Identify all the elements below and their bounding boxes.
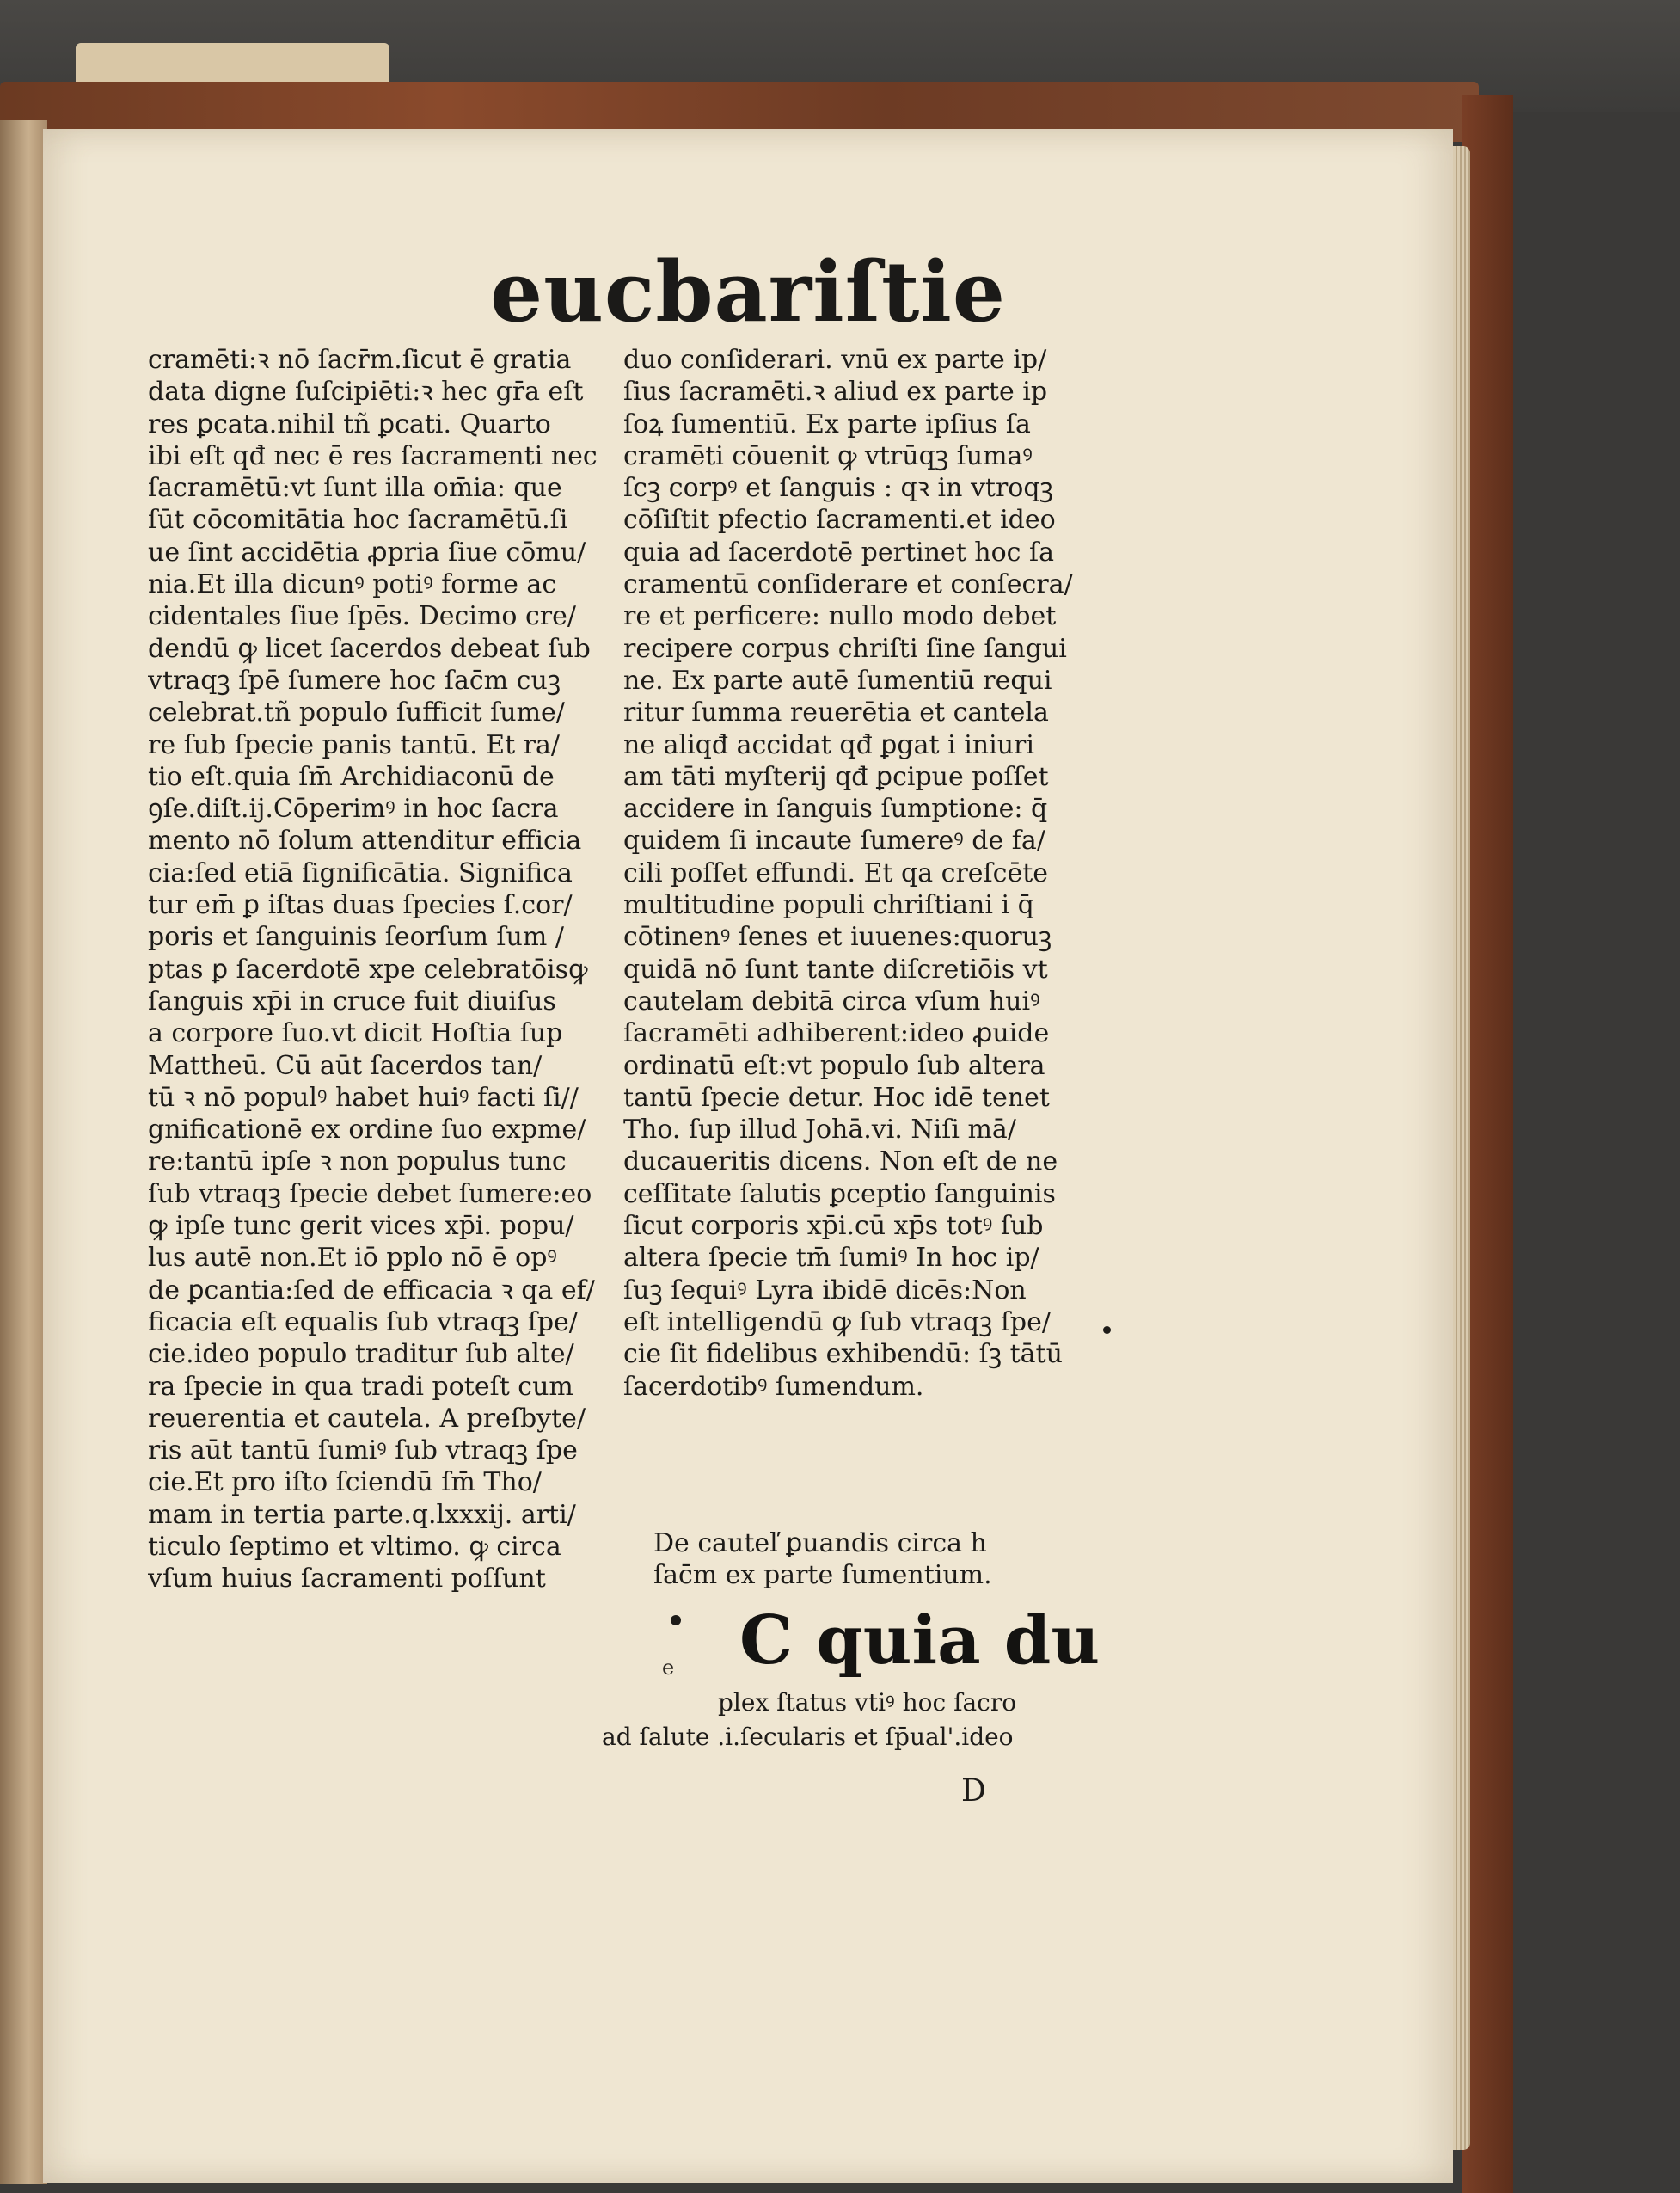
text-line: ſoꝝ ſumentiū. Ex parte ipſius ſa	[623, 408, 1031, 439]
text-line: tantū ſpecie detur. Hoc idē tenet	[623, 1082, 1050, 1113]
text-line: recipere corpus chriſti ſine ſangui	[623, 633, 1067, 664]
guide-letter: e	[662, 1656, 675, 1680]
text-line: ſcꝫ corpꝰ et ſanguis : qꝛ in vtroqꝫ	[623, 473, 1053, 504]
subheading-line: De cauteľ ꝑuandis circa h	[653, 1528, 987, 1558]
text-line: cie.ideo populo traditur ſub alte/	[148, 1339, 574, 1370]
text-line: ceſſitate ſalutis ꝑceptio ſanguinis	[623, 1178, 1056, 1209]
text-line: ſacramētū:vt ſunt illa om̄ia: que	[148, 473, 562, 504]
text-line: ordinatū eſt:vt populo ſub altera	[623, 1050, 1045, 1081]
text-line: lus autē non.Et iō pplo nō ē opꝰ	[148, 1243, 557, 1274]
text-line: re:tantū ipſe ꝛ non populus tunc	[148, 1146, 567, 1177]
text-line: multitudine populi chriſtiani i q̄	[623, 890, 1034, 921]
subheading-line: ſac̄m ex parte ſumentium.	[653, 1560, 992, 1590]
continuation-line: ad ſalute .i.ſecularis et ſp̄ual'.ideo	[602, 1723, 1014, 1751]
text-line: quidā nō ſunt tante diſcretiōis vt	[623, 954, 1048, 985]
running-heading: eucbariſtie	[490, 243, 1006, 341]
text-line: ris aūt tantū ſumiꝰ ſub vtraqꝫ ſpe	[148, 1435, 578, 1466]
text-line: ſuꝫ ſequiꝰ Lyra ibidē dicēs:Non	[623, 1275, 1027, 1305]
text-line: ne aliqđ accidat qđ ꝑgat i iniuri	[623, 729, 1034, 760]
text-line: Mattheū. Cū aūt ſacerdos tan/	[148, 1050, 543, 1081]
text-line: ptas ꝑ ſacerdotē xpe celebratōisꝙ	[148, 954, 588, 985]
text-line: tio eſt.quia ſm̄ Archidiaconū de	[148, 761, 555, 792]
ink-speck	[1103, 1326, 1111, 1334]
text-line: celebrat.tñ populo ſufficit ſume/	[148, 697, 565, 728]
signature-mark: D	[961, 1773, 986, 1809]
text-line: ue ſint accidētia ꝓpria ſiue cōmu/	[148, 537, 586, 568]
text-line: cramēti:ꝛ nō ſacr̄m.ſicut ē gratia	[148, 345, 572, 375]
text-line: ibi eſt qđ nec ē res ſacramenti nec	[148, 440, 598, 471]
text-line: vſum huius ſacramenti poſſunt	[148, 1563, 546, 1594]
drop-initial-line: C quia du	[739, 1601, 1101, 1680]
printer-mark-dot	[671, 1615, 681, 1625]
text-line: tur em̄ ꝑ iſtas duas ſpecies ſ.cor/	[148, 890, 573, 921]
text-line: quia ad ſacerdotē pertinet hoc ſa	[623, 537, 1054, 568]
text-line: ticulo ſeptimo et vltimo. ꝙ circa	[148, 1531, 561, 1562]
text-line: cidentales ſiue ſpēs. Decimo cre/	[148, 601, 576, 632]
text-line: Tho. ſup illud Johā.vi. Niſi mā/	[623, 1115, 1016, 1146]
text-line: eſt intelligendū ꝙ ſub vtraqꝫ ſpe/	[623, 1306, 1052, 1337]
text-line: cautelam debitā circa vſum huiꝰ	[623, 986, 1040, 1017]
text-line: data digne ſuſcipiēti:ꝛ hec gr̄a eſt	[148, 377, 584, 408]
text-line: re et perficere: nullo modo debet	[623, 601, 1057, 632]
text-line: mam in tertia parte.q.lxxxij. arti/	[148, 1499, 576, 1530]
text-line: vtraqꝫ ſpē ſumere hoc ſac̄m cuꝫ	[148, 665, 561, 696]
continuation-line: plex ſtatus vtiꝰ hoc ſacro	[718, 1688, 1017, 1717]
text-line: cili poſſet effundi. Et qa creſcēte	[623, 857, 1049, 888]
text-line: ſacerdotibꝰ ſumendum.	[623, 1371, 924, 1402]
text-line: ficacia eſt equalis ſub vtraqꝫ ſpe/	[148, 1306, 578, 1337]
text-line: ſūt cōcomitātia hoc ſacramētū.ſi	[148, 505, 568, 536]
text-line: cōſiſtit pfectio ſacramenti.et ideo	[623, 505, 1056, 536]
text-line: cie.Et pro iſto ſciendū ſm̄ Tho/	[148, 1467, 542, 1498]
text-line: mento nō ſolum attenditur efficia	[148, 826, 582, 857]
text-line: reuerentia et cautela. A preſbyte/	[148, 1403, 586, 1434]
text-line: a corpore ſuo.vt dicit Hoſtia ſup	[148, 1018, 563, 1049]
text-line: dendū ꝙ licet ſacerdos debeat ſub	[148, 633, 591, 664]
text-line: cōtinenꝰ ſenes et iuuenes:quoruꝫ	[623, 922, 1052, 953]
continuation-text	[602, 1686, 1096, 1754]
text-line: ſacramēti adhiberent:ideo ꝓuide	[623, 1018, 1050, 1049]
text-line: cramēti cōuenit ꝙ vtrūqꝫ ſumaꝰ	[623, 440, 1033, 471]
text-line: ne. Ex parte autē ſumentiū requi	[623, 665, 1052, 696]
section-subheading	[653, 1527, 1118, 1591]
text-line: cia:ſed etiā ſignificātia. Significa	[148, 857, 573, 888]
text-line: gnificationē ex ordine ſuo expme/	[148, 1115, 586, 1146]
text-line: ſub vtraqꝫ ſpecie debet ſumere:eo	[148, 1178, 592, 1209]
text-line: am tāti myſterij qđ ꝑcipue poſſet	[623, 761, 1049, 792]
text-line: quidem ſi incaute ſumereꝰ de fa/	[623, 826, 1045, 857]
text-line: ſanguis xp̄i in cruce fuit diuiſus	[148, 986, 556, 1017]
text-line: ritur ſumma reuerētia et cantela	[623, 697, 1049, 728]
text-line: cie ſit fidelibus exhibendū: ſꝫ tātū	[623, 1339, 1063, 1370]
text-line: cramentū conſiderare et conſecra/	[623, 569, 1073, 600]
text-line: tū ꝛ nō populꝰ habet huiꝰ facti ſi//	[148, 1082, 579, 1113]
text-line: res ꝑcata.nihil tñ ꝑcati. Quarto	[148, 408, 551, 439]
text-line: re ſub ſpecie panis tantū. Et ra/	[148, 729, 561, 760]
text-line: ſius ſacramēti.ꝛ aliud ex parte ip	[623, 377, 1048, 408]
left-page-edge	[0, 120, 47, 2184]
text-line: ra ſpecie in qua tradi poteſt cum	[148, 1371, 573, 1402]
text-line: de ꝑcantia:ſed de efficacia ꝛ qa ef/	[148, 1275, 595, 1305]
text-line: ꝯſe.diſt.ij.Cōperimꝰ in hoc ſacra	[148, 794, 559, 825]
text-line: accidere in ſanguis ſumptione: q̄	[623, 794, 1048, 825]
left-text-column	[148, 344, 599, 1595]
text-line: nia.Et illa dicunꝰ potiꝰ forme ac	[148, 569, 557, 600]
text-line: altera ſpecie tm̄ ſumiꝰ In hoc ip/	[623, 1243, 1039, 1274]
right-text-column	[623, 344, 1105, 1403]
text-line: ſicut corporis xp̄i.cū xp̄s totꝰ ſub	[623, 1211, 1044, 1242]
text-line: ducaueritis dicens. Non eſt de ne	[623, 1146, 1058, 1177]
text-line: ꝙ ipſe tunc gerit vices xp̄i. popu/	[148, 1211, 574, 1242]
text-line: duo conſiderari. vnū ex parte ip/	[623, 345, 1047, 375]
text-line: poris et ſanguinis ſeorſum ſum /	[148, 922, 564, 953]
